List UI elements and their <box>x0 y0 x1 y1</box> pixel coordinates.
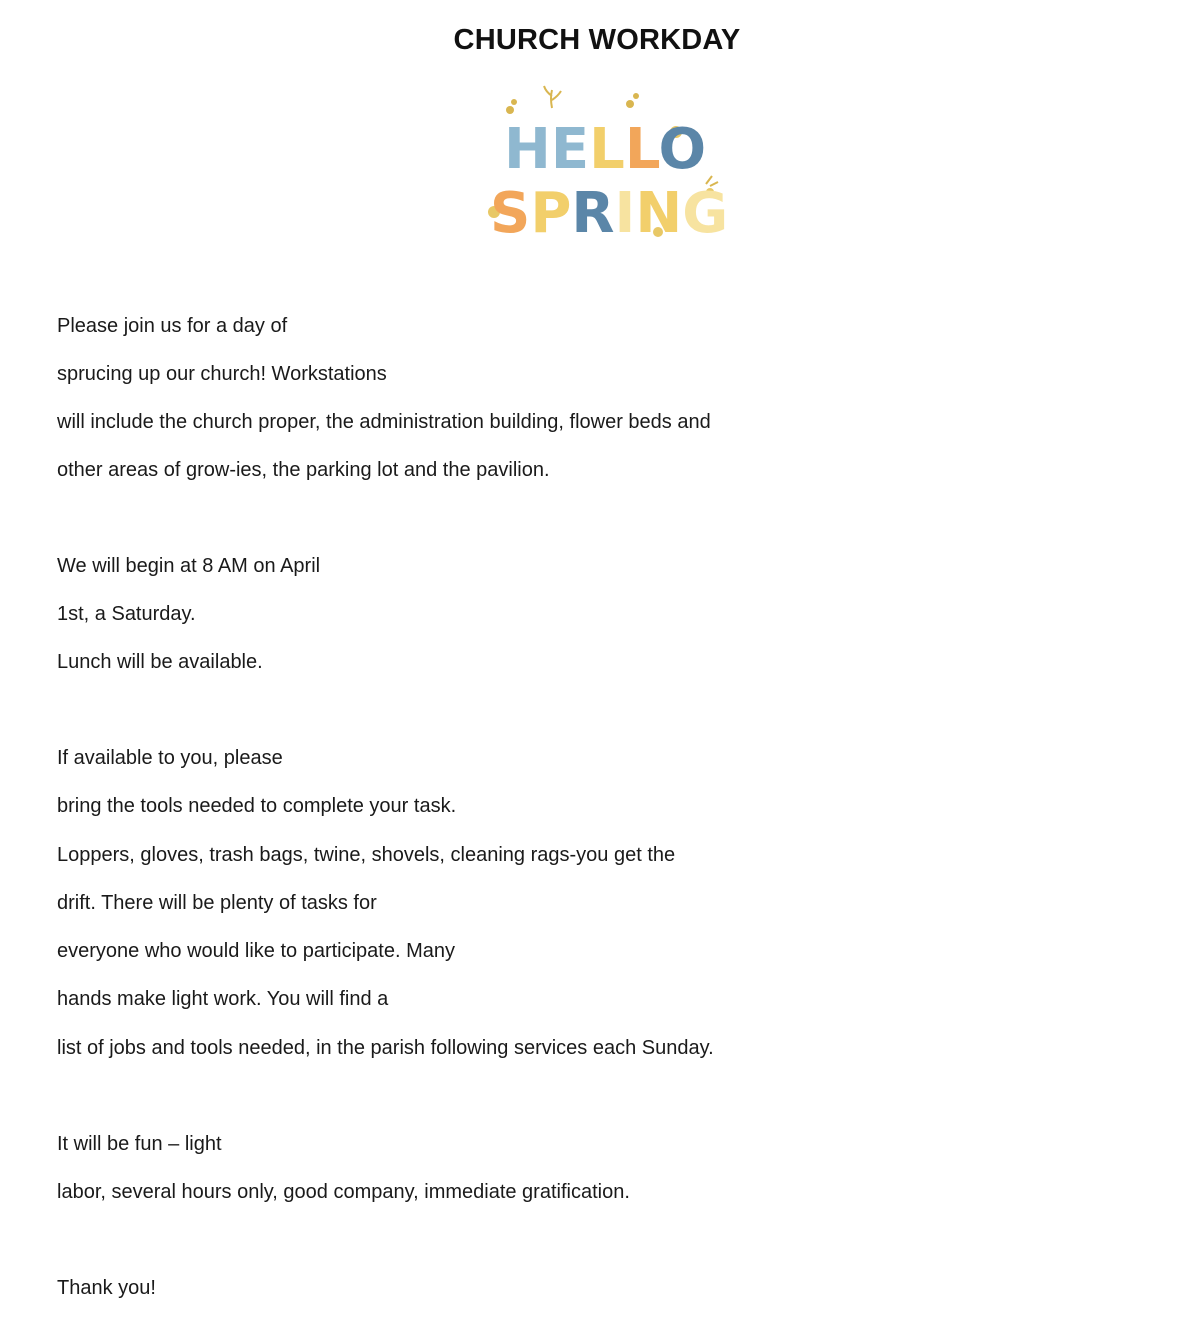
logo-letter: L <box>589 117 625 182</box>
text-line: Loppers, gloves, trash bags, twine, shovels, cleaning rags-you get the <box>57 844 676 866</box>
text-line: will include the church proper, the administration building, flower beds and <box>57 411 711 433</box>
closing-line: Thank you! <box>57 1277 156 1299</box>
page-title: CHURCH WORKDAY <box>453 24 741 56</box>
text-line: hands make light work. You will find a <box>57 988 389 1010</box>
logo-letter: E <box>550 117 590 182</box>
text-line: 1st, a Saturday. <box>57 603 196 625</box>
logo-letter: O <box>658 117 707 182</box>
svg-text:HELLO <box>504 117 706 182</box>
hello-spring-graphic <box>470 82 730 247</box>
text-line: bring the tools needed to complete your task. <box>57 795 457 817</box>
logo-letter: G <box>682 181 729 246</box>
text-line: labor, several hours only, good company, immediate gratification. <box>57 1181 630 1203</box>
text-line: everyone who would like to participate. Many <box>57 940 455 962</box>
text-line: We will begin at 8 AM on April <box>57 555 321 577</box>
text-line: list of jobs and tools needed, in the parish following services each Sunday. <box>57 1037 714 1059</box>
logo-letter: I <box>614 181 636 246</box>
logo-letter: L <box>624 117 659 182</box>
logo-letter: S <box>490 181 531 246</box>
logo-letter: N <box>635 181 683 246</box>
text-line: drift. There will be plenty of tasks for <box>57 892 377 914</box>
text-line: sprucing up our church! Workstations <box>57 363 387 385</box>
logo-letter: P <box>530 181 572 246</box>
svg-text:SPRING <box>490 181 728 246</box>
logo-letter: R <box>571 181 615 246</box>
logo-letter: H <box>504 117 551 182</box>
text-line: other areas of grow-ies, the parking lot and the pavilion. <box>57 459 550 481</box>
text-line: Lunch will be available. <box>57 651 263 673</box>
text-line: Please join us for a day of <box>57 315 288 337</box>
text-line: If available to you, please <box>57 747 283 769</box>
text-line: It will be fun – light <box>57 1133 222 1155</box>
hello-word <box>504 117 706 182</box>
spring-word <box>490 181 728 246</box>
